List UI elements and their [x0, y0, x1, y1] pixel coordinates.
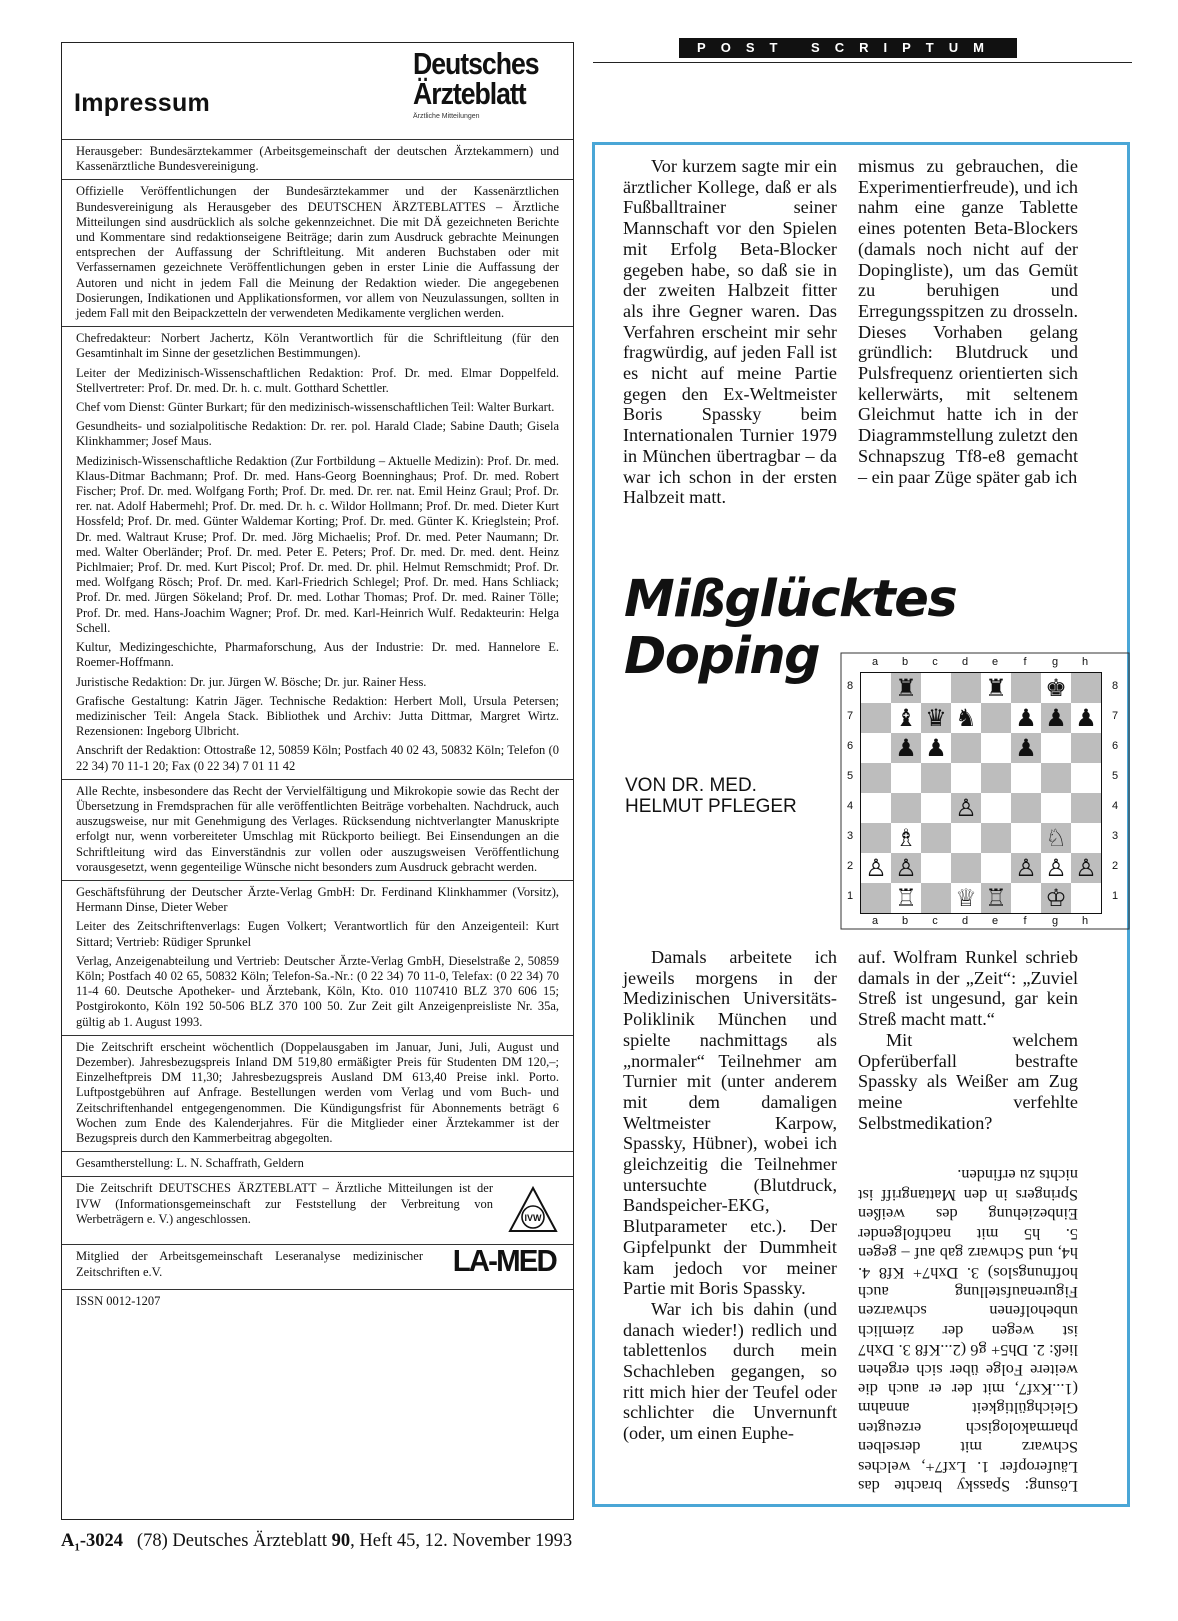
square-h1	[1071, 883, 1101, 913]
impressum-box	[61, 42, 574, 1520]
square-b6: ♟	[891, 733, 921, 763]
square-d4: ♙	[951, 793, 981, 823]
footer-volume: 90	[331, 1531, 351, 1551]
section-issn	[62, 1290, 573, 1314]
section-rechte	[62, 780, 573, 881]
file-label-e-top: e	[991, 656, 999, 668]
square-b2: ♙	[891, 853, 921, 883]
col4-para1: auf. Wolfram Runkel schrieb damals in der „Zeit“: „Zuviel Streß ist ungesund, gar kein Streß macht matt.“	[858, 947, 1078, 1030]
square-c2	[921, 853, 951, 883]
masthead-line3: Ärztliche Mitteilungen	[413, 113, 480, 120]
square-h4	[1071, 793, 1101, 823]
redaktion-anschrift: Anschrift der Redaktion: Ottostraße 12, 50859 Köln; Postfach 40 02 43, 50832 Köln; Telefon (0 22 34) 70 11-1 20; Fax (0 22 34) 7 01 11 42	[76, 743, 559, 773]
square-h6	[1071, 733, 1101, 763]
square-a8	[861, 673, 891, 703]
file-label-b-bottom: b	[901, 915, 909, 927]
square-g1: ♔	[1041, 883, 1071, 913]
footer-page-sub: 1	[74, 1541, 80, 1554]
rank-label-5-right: 5	[1111, 770, 1119, 782]
ivw-logo-icon	[507, 1185, 559, 1237]
square-f5	[1011, 763, 1041, 793]
square-g6	[1041, 733, 1071, 763]
redaktion-gesundheit: Gesundheits- und sozialpolitische Redaktion: Dr. rer. pol. Harald Clade; Sabine Dauth; Gisela Klinkhammer; Josef Maus.	[76, 419, 559, 449]
bezug-text: Die Zeitschrift erscheint wöchentlich (Doppelausgaben im Januar, Juni, Juli, August und Dezember). Jahresbezugspreis Inland DM 519,80 ermäßigter Preis für Studenten DM 120,–; Einzelheftpreis DM 11,30; Jahresbezugspreis Ausland DM 613,40 Preise inkl. Porto. Luftpostgebühren auf Anfrage. Bestellungen werden vom Verlag und vom Buch- und Zeitschriftenhandel entgegengenommen. Die Kündigungsfrist für Abonnements beträgt 6 Wochen zum Ende des Kalenderjahres. Für die Mitglieder einer Ärztekammer ist der Bezugspreis durch den Kammerbeitrag abgegolten.	[76, 1039, 559, 1145]
verlag-leiter: Leiter des Zeitschriftenverlags: Eugen Volkert; Verantwortlich für den Anzeigenteil: Kurt Sittard; Vertrieb: Rüdiger Sprunkel	[76, 919, 559, 949]
section-ivw	[62, 1177, 573, 1245]
square-a3	[861, 823, 891, 853]
col3-para2: War ich bis dahin (und danach wieder!) redlich und tablettenlos durch mein Schachleben gegangen, so ritt mich hier der Teufel oder schlichter die Unvernunft (oder, um einen Euphe-	[623, 1298, 837, 1444]
footer-journal: (78) Deutsches Ärzteblatt	[136, 1531, 332, 1551]
article-col-4	[858, 947, 1078, 1133]
square-a4	[861, 793, 891, 823]
col3-para1: Damals arbeitete ich jeweils morgens in der Medizinischen Universitäts-Poliklinik München und spielte nachmittags als „normaler“ Teilnehmer am Turnier mit (unter anderem mit dem damaligen Weltmeister Karpow, Spassky, Hübner), wobei ich gleichzeitig die Teilnehmer untersuchte (Blutdruck, Bandspeicher-EKG, Blutparameter etc.). Der Gipfelpunkt der Dummheit kam jedoch vor meiner Partie mit Boris Spassky.	[623, 947, 837, 1299]
herausgeber-text: Herausgeber: Bundesärztekammer (Arbeitsgemeinschaft der deutschen Ärztekammern) und Kassenärztliche Bundesvereinigung.	[76, 144, 559, 174]
section-offizielle	[62, 180, 573, 327]
square-h3	[1071, 823, 1101, 853]
file-label-a-top: a	[871, 656, 879, 668]
square-d6	[951, 733, 981, 763]
file-label-g-top: g	[1051, 656, 1059, 668]
square-f8	[1011, 673, 1041, 703]
rank-label-2-right: 2	[1111, 860, 1119, 872]
byline-line2: HELMUT PFLEGER	[625, 796, 797, 817]
redaktion-jur: Juristische Redaktion: Dr. jur. Jürgen W. Bösche; Dr. jur. Rainer Hess.	[76, 674, 427, 689]
square-d2	[951, 853, 981, 883]
article-col-3	[623, 947, 837, 1444]
masthead-logo	[413, 46, 559, 120]
header-rule	[593, 62, 1132, 63]
square-d8	[951, 673, 981, 703]
solution-text: Lösung: Spassky brachte das Läuferopfer 1. Lxf7+, welches Schwarz mit derselben pharmakologisch erzeugten Gleichgültigkeit annahm (1...Kxf7, mit der er auch die weitere Folge über sich ergehen ließ: 2. Dh5+ g6 (2...Kf8 3. Dxh7 ist wegen der ziemlich unbeholfenen schwarzen Figurenaufstellung auch hoffnungslos) 3. Dxh7+ Kf8 4. h4, und Schwarz gab auf – gegen 5. h5 mit nachfolgender Einbeziehung des weißen Springers in den Mattangriff ist nichts zu erfinden.	[858, 1166, 1078, 1496]
rechte-text: Alle Rechte, insbesondere das Recht der Vervielfältigung und Mikrokopie sowie das Recht der Übersetzung in Fremdsprachen für alle veröffentlichten Beiträge vorbehalten. Nachdruck, auch auszugsweise, nur mit Genehmigung des Verlages. Rücksendung nichtverlangter Manuskripte erfolgt nur, wenn vorbereiteter Umschlag mit Rückporto beiliegt. Bei Einsendungen an die Schriftleitung wird das Einverständnis zur vollen oder auszugsweisen Veröffentlichung vorausgesetzt, wenn gegenteilige Wünsche nicht besonders zum Ausdruck gebracht werden.	[76, 783, 559, 874]
square-a6	[861, 733, 891, 763]
redaktion-leiter: Leiter der Medizinisch-Wissenschaftlichen Redaktion: Prof. Dr. med. Elmar Doppelfeld. Stellvertreter: Prof. Dr. med. Dr. h. c. mult. Gotthard Schettler.	[76, 365, 559, 395]
rank-label-4-left: 4	[846, 800, 854, 812]
impressum-title: Impressum	[74, 89, 211, 117]
square-d1: ♕	[951, 883, 981, 913]
square-c8	[921, 673, 951, 703]
square-g8: ♚	[1041, 673, 1071, 703]
chess-diagram	[840, 652, 1130, 930]
file-label-f-bottom: f	[1023, 915, 1027, 927]
rank-label-3-right: 3	[1111, 830, 1119, 842]
square-h7: ♟	[1071, 703, 1101, 733]
square-h5	[1071, 763, 1101, 793]
section-redaktion	[62, 327, 573, 779]
chess-board	[860, 672, 1102, 914]
rank-label-3-left: 3	[846, 830, 854, 842]
rank-label-5-left: 5	[846, 770, 854, 782]
byline-line1: VON DR. MED.	[625, 775, 757, 796]
square-f7: ♟	[1011, 703, 1041, 733]
rank-label-7-left: 7	[846, 710, 854, 722]
square-c1	[921, 883, 951, 913]
square-g3: ♘	[1041, 823, 1071, 853]
section-lamed	[62, 1245, 573, 1289]
footer-page-number: -3024	[79, 1531, 124, 1551]
square-b5	[891, 763, 921, 793]
square-b7: ♝	[891, 703, 921, 733]
file-label-d-top: d	[961, 656, 969, 668]
square-e3	[981, 823, 1011, 853]
square-c4	[921, 793, 951, 823]
rank-label-2-left: 2	[846, 860, 854, 872]
col1-text: Vor kurzem sagte mir ein ärztlicher Kollege, daß er als Fußballtrainer seiner Mannschaft vor den Spielen mit Erfolg Beta-Blocker gegeben habe, so daß sie in der zweiten Halbzeit fitter als ihre Gegner waren. Das Verfahren erscheint mir sehr fragwürdig, auf jeden Fall ist es nicht auf meine Partie gegen den Ex-Weltmeister Boris Spassky beim Internationalen Turnier 1979 in München übertragbar – da war ich schon in der ersten Halbzeit matt.	[623, 156, 837, 508]
masthead-line1: Deutsches	[413, 46, 539, 81]
square-e7	[981, 703, 1011, 733]
footer-issue: , Heft 45, 12. November 1993	[350, 1531, 573, 1551]
col4-para2: Mit welchem Opferüberfall bestrafte Spassky als Weißer am Zug meine verfehlte Selbstmedikation?	[858, 1029, 1078, 1133]
square-g4	[1041, 793, 1071, 823]
file-label-a-bottom: a	[871, 915, 879, 927]
square-d3	[951, 823, 981, 853]
square-f2: ♙	[1011, 853, 1041, 883]
lamed-logo: LA-MED	[453, 1243, 557, 1279]
square-d7: ♞	[951, 703, 981, 733]
square-b4	[891, 793, 921, 823]
square-e4	[981, 793, 1011, 823]
file-label-c-top: c	[932, 656, 938, 668]
square-f3	[1011, 823, 1041, 853]
article-col-2	[858, 156, 1078, 487]
title-line1: Mißglücktes	[624, 570, 957, 629]
square-f1	[1011, 883, 1041, 913]
issn-text: ISSN 0012-1207	[76, 1293, 161, 1308]
square-c7: ♛	[921, 703, 951, 733]
rank-label-7-right: 7	[1111, 710, 1119, 722]
square-e2	[981, 853, 1011, 883]
verlag-anschrift: Verlag, Anzeigenabteilung und Vertrieb: Deutscher Ärzte-Verlag GmbH, Dieselstraße 2, 50859 Köln; Postfach 40 02 65, 50832 Köln; Telefon-Sa.-Nr.: (0 22 34) 70 11-0, Telefax: (0 22 34) 70 11-4 60. Deutsche Apotheker- und Ärztebank, Köln, Kto. 010 1107410 BLZ 370 606 15; Postgirokonto, Köln 192 50-506 BLZ 370 100 50. Zur Zeit gilt Anzeigenpreisliste Nr. 35a, gültig ab 1. August 1993.	[76, 953, 559, 1029]
title-line2: Doping	[624, 627, 820, 686]
square-e1: ♖	[981, 883, 1011, 913]
redaktion-grafik: Grafische Gestaltung: Katrin Jäger. Technische Redaktion: Herbert Moll, Ursula Petersen; medizinischer Teil: Angela Stack. Bibliothek und Archiv: Jutta Dittmar, Margret Wirtz. Rezensionen: Ingeborg Ulbricht.	[76, 693, 559, 739]
rank-label-6-right: 6	[1111, 740, 1119, 752]
redaktion-chef: Chefredakteur: Norbert Jachertz, Köln Verantwortlich für die Schriftleitung (für den Gesamtinhalt im Sinne der gesetzlichen Bestimmungen).	[76, 331, 559, 361]
rank-label-8-left: 8	[846, 680, 854, 692]
square-e8: ♜	[981, 673, 1011, 703]
article-col-1	[623, 156, 837, 508]
page-footer	[61, 1531, 572, 1554]
redaktion-cvd: Chef vom Dienst: Günter Burkart; für den medizinisch-wissenschaftlichen Teil: Walter Burkart.	[76, 400, 555, 415]
square-c5	[921, 763, 951, 793]
redaktion-medizin: Medizinisch-Wissenschaftliche Redaktion (Zur Fortbildung – Aktuelle Medizin): Prof. Dr. med. Klaus-Ditmar Bachmann; Prof. Dr. med. Hans-Georg Boenninghaus; Prof. Dr. med. Robert Fischer; Prof. Dr. med. Wolfgang Forth; Prof. Dr. med. Dr. rer. nat. Emil Heinz Graul; Prof. Dr. rer. nat. Adolf Habermehl; Prof. Dr. med. Dr. h. c. Wildor Hollmann; Prof. Dr. med. Dieter Kurt Hossfeld; Prof. Dr. med. Günter Waldemar Korting; Prof. Dr. med. Günter K. Krieglstein; Prof. Dr. med. Waltraut Kruse; Prof. Dr. med. Jörg Michaelis; Prof. Dr. med. Peter Naumann; Dr. med. Walter Oberländer; Prof. Dr. med. Peter E. Peters; Prof. Dr. med. Dr. med. dent. Heinz Pichlmaier; Prof. Dr. med. Kurt Piscol; Prof. Dr. med. Dr. phil. Helmut Remschmidt; Prof. Dr. med. Wolfgang Rösch; Prof. Dr. med. Karl-Friedrich Schlegel; Prof. Dr. med. Hans Schliack; Prof. Dr. med. Jürgen Sökeland; Prof. Dr. med. Lothar Thomas; Prof. Dr. med. Rainer Tölle; Prof. Dr. med. Hans-Joachim Wagner; Prof. Dr. med. Karl-Heinrich Wulf. Redakteurin: Helga Schell.	[76, 453, 559, 635]
square-e5	[981, 763, 1011, 793]
file-label-b-top: b	[901, 656, 909, 668]
verlag-gf: Geschäftsführung der Deutscher Ärzte-Verlag GmbH: Dr. Ferdinand Klinkhammer (Vorsitz), Hermann Dinse, Dieter Weber	[76, 884, 559, 915]
article-byline	[625, 775, 797, 817]
square-g5	[1041, 763, 1071, 793]
square-c3	[921, 823, 951, 853]
section-herstellung	[62, 1152, 573, 1177]
square-a7	[861, 703, 891, 733]
file-label-h-bottom: h	[1081, 915, 1089, 927]
square-e6	[981, 733, 1011, 763]
square-h2: ♙	[1071, 853, 1101, 883]
square-a1	[861, 883, 891, 913]
file-label-h-top: h	[1081, 656, 1089, 668]
masthead-line2: Ärzteblatt	[413, 76, 526, 111]
rank-label-4-right: 4	[1111, 800, 1119, 812]
offizielle-text: Offizielle Veröffentlichungen der Bundesärztekammer und der Kassenärztlichen Bundesvereinigung als Herausgeber des DEUTSCHEN ÄRZTEBLATTES – Ärztliche Mitteilungen sind ausdrücklich als solche gekennzeichnet. Die mit DÄ gezeichneten Berichte und Kommentare sind redaktionseigene Beiträge; darin zum Ausdruck gebrachte Meinungen entsprechen der Auffassung der Schriftleitung. Mit anderen Buchstaben oder mit Verfassernamen gezeichnete Veröffentlichungen geben in erster Linie die Auffassung der Autoren und nicht in jedem Fall die Meinung der Redaktion wieder. Die angegebenen Dosierungen, Indikationen und Applikationsformen, vor allem von Neuzulassungen, sollten in jedem Fall mit den Beipackzetteln der verwendeten Medikamente verglichen werden.	[76, 184, 559, 321]
square-f4	[1011, 793, 1041, 823]
redaktion-kultur: Kultur, Medizingeschichte, Pharmaforschung, Aus der Industrie: Dr. med. Hannelore E. Roemer-Hoffmann.	[76, 640, 559, 670]
file-label-f-top: f	[1023, 656, 1027, 668]
file-label-e-bottom: e	[991, 915, 999, 927]
rank-label-8-right: 8	[1111, 680, 1119, 692]
file-label-c-bottom: c	[932, 915, 938, 927]
file-label-g-bottom: g	[1051, 915, 1059, 927]
ivw-text: Die Zeitschrift DEUTSCHES ÄRZTEBLATT – Ärztliche Mitteilungen ist der IVW (Informationsgemeinschaft zur Feststellung der Verbreitung von Werbeträgern e. V.) angeschlossen.	[76, 1181, 493, 1226]
square-b1: ♖	[891, 883, 921, 913]
square-g7: ♟	[1041, 703, 1071, 733]
section-verlag	[62, 881, 573, 1036]
square-h8	[1071, 673, 1101, 703]
square-c6: ♟	[921, 733, 951, 763]
ivw-logo-text: IVW	[524, 1213, 542, 1224]
square-b3: ♗	[891, 823, 921, 853]
rank-label-1-right: 1	[1111, 890, 1119, 902]
impressum-header	[62, 43, 573, 140]
footer-page-letter: A	[61, 1531, 75, 1551]
section-bezug	[62, 1036, 573, 1152]
herstellung-text: Gesamtherstellung: L. N. Schaffrath, Geldern	[76, 1156, 304, 1171]
square-b8: ♜	[891, 673, 921, 703]
square-a2: ♙	[861, 853, 891, 883]
post-scriptum-kicker: POST SCRIPTUM	[679, 38, 1017, 58]
square-d5	[951, 763, 981, 793]
square-g2: ♙	[1041, 853, 1071, 883]
square-f6: ♟	[1011, 733, 1041, 763]
col2-text: mismus zu gebrauchen, die Experimentierfreude), und ich nahm eine ganze Tablette eines potenten Beta-Blockers (damals noch nicht auf der Dopingliste), um das Gemüt zu beruhigen und Erregungsspitzen zu drosseln. Dieses Vorhaben gelang gründlich: Blutdruck und Pulsfrequenz orientierten sich kellerwärts, mit seltenem Gleichmut hatte ich in der Diagrammstellung zuletzt den Schnapszug Tf8-e8 gemacht – ein paar Züge später gab ich	[858, 156, 1078, 487]
rank-label-6-left: 6	[846, 740, 854, 752]
square-a5	[861, 763, 891, 793]
solution-upside-down	[858, 1166, 1078, 1496]
section-herausgeber	[62, 140, 573, 180]
file-label-d-bottom: d	[961, 915, 969, 927]
lamed-text: Mitglied der Arbeitsgemeinschaft Leseranalyse medizinischer Zeitschriften e.V.	[76, 1249, 423, 1279]
rank-label-1-left: 1	[846, 890, 854, 902]
